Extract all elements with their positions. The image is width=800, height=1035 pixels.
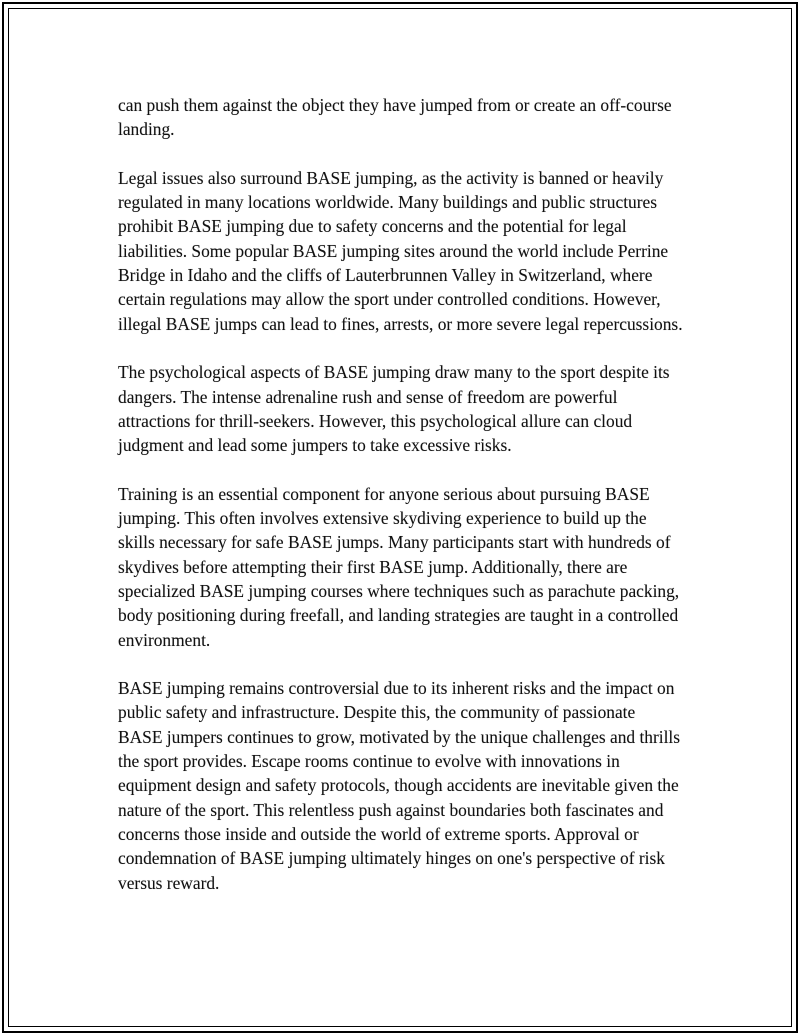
paragraph-4: Training is an essential component for anyone serious about pursuing BASE jumping. This often involves extensive skydiving experience to build up the skills necessary for safe BASE jumps. Many participants start with hundreds of skydives before attempting their first BASE jump. Additionally, there are specialized BASE jumping courses where techniques such as parachute packing, body positioning during freefall, and landing strategies are taught in a controlled environment. xyxy=(118,483,680,650)
paragraph-3: The psychological aspects of BASE jumping draw many to the sport despite its dangers. The intense adrenaline rush and sense of freedom are powerful attractions for thrill-seekers. However, this psychological allure can cloud judgment and lead some jumpers to take excessive risks. xyxy=(118,362,670,456)
paragraph-2: Legal issues also surround BASE jumping, as the activity is banned or heavily regulated in many locations worldwide. Many buildings and public structures prohibit BASE jumping due to safety concerns and the potential for legal liabilities. Some popular BASE jumping sites around the world include Perrine Bridge in Idaho and the cliffs of Lauterbrunnen Valley in Switzerland, where certain regulations may allow the sport under controlled conditions. However, illegal BASE jumps can lead to fines, arrests, or more severe legal repercussions. xyxy=(118,167,683,334)
document-body xyxy=(118,93,684,919)
paragraph-5: BASE jumping remains controversial due to its inherent risks and the impact on public safety and infrastructure. Despite this, the community of passionate BASE jumpers continues to grow, motivated by the unique challenges and thrills the sport provides. Escape rooms continue to evolve with innovations in equipment design and safety protocols, though accidents are inevitable given the nature of the sport. This relentless push against boundaries both fascinates and concerns those inside and outside the world of extreme sports. Approval or condemnation of BASE jumping ultimately hinges on one's perspective of risk versus reward. xyxy=(118,678,681,893)
paragraph-1: can push them against the object they have jumped from or create an off-course landing. xyxy=(118,95,672,140)
